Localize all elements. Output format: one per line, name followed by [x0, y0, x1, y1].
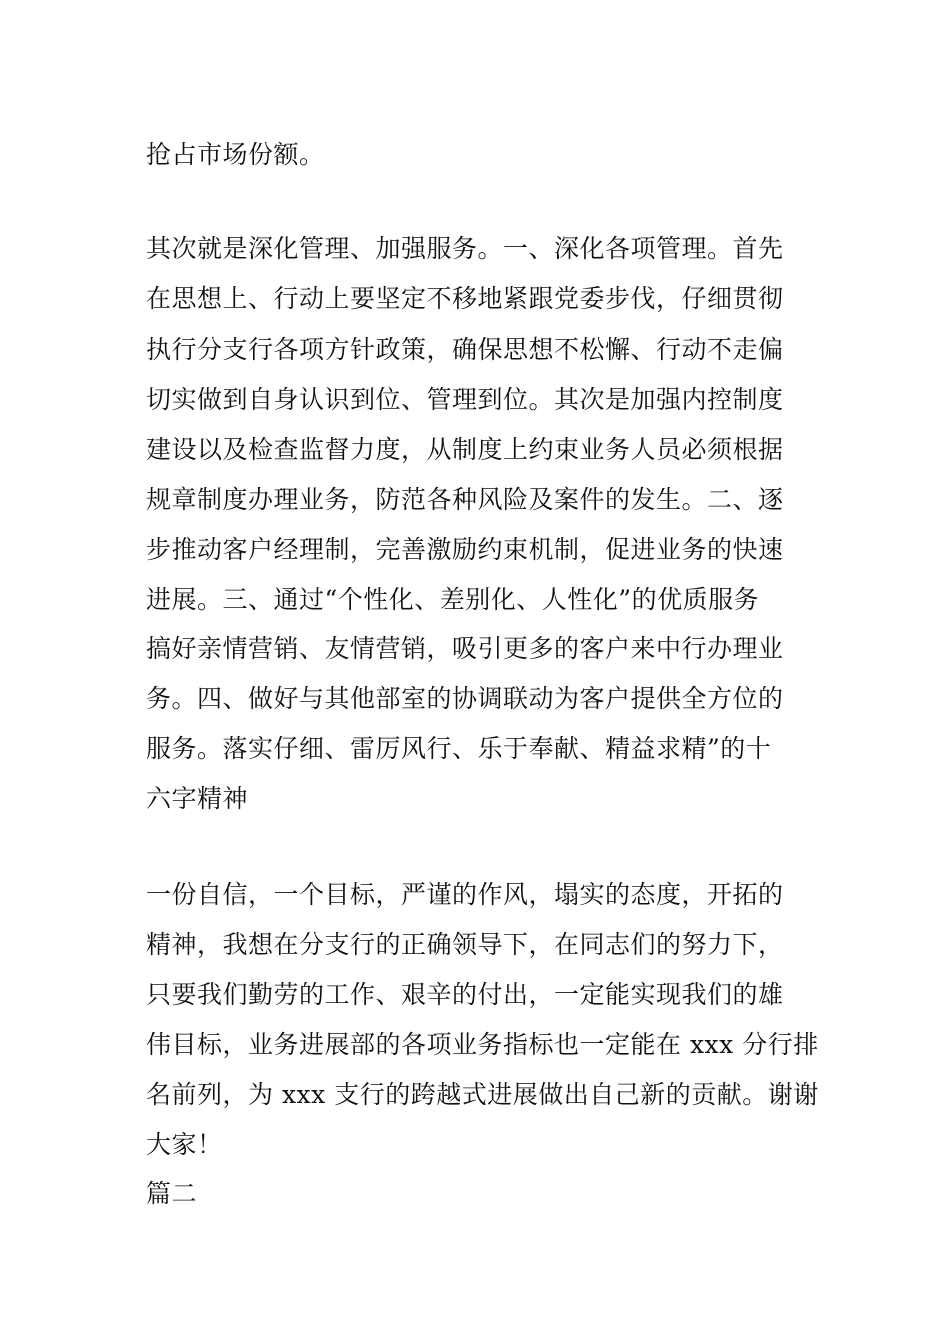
text-line: 进展。三、通过“个性化、差别化、人性化”的优质服务	[146, 585, 760, 614]
text-line: 服务。落实仔细、雷厉风行、乐于奉献、精益求精”的十	[146, 734, 772, 763]
text-line: 六字精神	[146, 784, 249, 813]
text-line: 切实做到自身认识到位、管理到位。其次是加强内控制度	[146, 385, 784, 414]
text-line: 伟目标，业务进展部的各项业务指标也一定能在 xxx 分行排	[146, 1030, 819, 1059]
text-line: 名前列，为 xxx 支行的跨越式进展做出自己新的贡献。谢谢	[146, 1080, 819, 1109]
text-line: 在思想上、行动上要坚定不移地紧跟党委步伐，仔细贯彻	[146, 284, 784, 313]
text-line: 务。四、做好与其他部室的协调联动为客户提供全方位的	[146, 684, 784, 713]
text-line: 大家！	[146, 1130, 223, 1159]
text-line: 抢占市场份额。	[146, 140, 325, 169]
text-line: 执行分支行各项方针政策，确保思想不松懈、行动不走偏	[146, 335, 784, 364]
text-line: 一份自信，一个目标，严谨的作风，塌实的态度，开拓的	[146, 880, 784, 909]
text-line: 只要我们勤劳的工作、艰辛的付出，一定能实现我们的雄	[146, 980, 784, 1009]
text-line: 建设以及检查监督力度，从制度上约束业务人员必须根据	[146, 435, 784, 464]
text-line: 精神，我想在分支行的正确领导下，在同志们的努力下，	[146, 930, 784, 959]
section-label: 篇二	[146, 1179, 198, 1208]
text-line: 搞好亲情营销、友情营销，吸引更多的客户来中行办理业	[146, 634, 784, 663]
text-line: 规章制度办理业务，防范各种风险及案件的发生。二、逐	[146, 485, 784, 514]
text-line: 其次就是深化管理、加强服务。一、深化各项管理。首先	[146, 234, 784, 263]
text-line: 步推动客户经理制，完善激励约束机制，促进业务的快速	[146, 535, 784, 564]
